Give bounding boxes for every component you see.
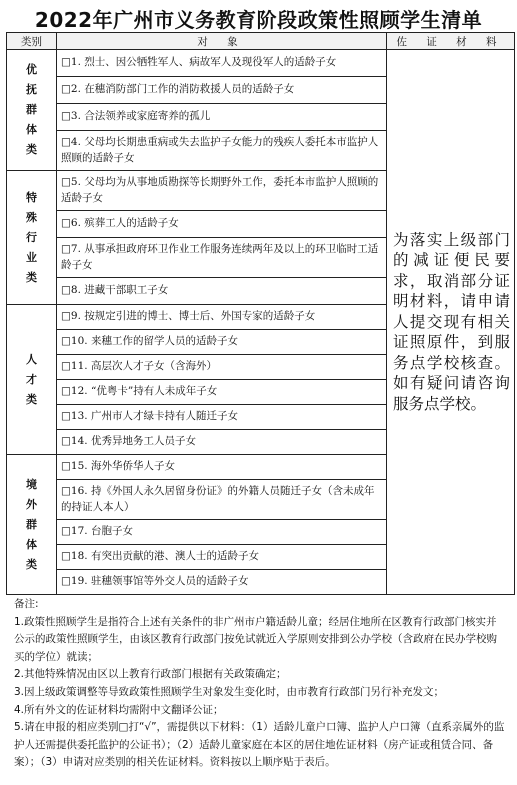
note-line: 4.所有外文的佐证材料均需附中文翻译公证；: [14, 703, 224, 716]
proof-materials-note: 为落实上级部门的减证便民要求，取消部分证明材料，请申请人提交现有相关证照原件，到服务点学校核查。如有疑问请咨询服务点学校。: [387, 50, 515, 595]
list-item[interactable]: □16. 持《外国人永久居留身份证》的外籍人员随迁子女（含未成年的持证人本人）: [57, 480, 387, 520]
note-line: 3.因上级政策调整等导致政策性照顾学生对象发生变化时，由市教育行政部门另行补充发文；: [14, 685, 445, 698]
list-item[interactable]: □7. 从事承担政府环卫作业工作服务连续两年及以上的环卫临时工适龄子女: [57, 238, 387, 278]
list-item[interactable]: □14. 优秀异地务工人员子女: [57, 430, 387, 455]
table-row: [7, 50, 515, 77]
policy-table: [6, 32, 515, 595]
list-item[interactable]: □13. 广州市人才绿卡持有人随迁子女: [57, 405, 387, 430]
header-proof: 佐 证 材 料: [387, 33, 515, 50]
list-item[interactable]: □2. 在穗消防部门工作的消防救援人员的适龄子女: [57, 77, 387, 104]
list-item[interactable]: □15. 海外华侨华人子女: [57, 455, 387, 480]
header-target: 对 象: [57, 33, 387, 50]
table-header-row: [7, 33, 515, 50]
note-line: 2.其他特殊情况由区以上教育行政部门根据有关政策确定；: [14, 668, 287, 681]
list-item[interactable]: □12. “优粤卡”持有人未成年子女: [57, 380, 387, 405]
list-item[interactable]: □9. 按规定引进的博士、博士后、外国专家的适龄子女: [57, 305, 387, 330]
notes-section: [14, 596, 506, 772]
list-item[interactable]: □5. 父母均为从事地质勘探等长期野外工作，委托本市监护人照顾的适龄子女: [57, 171, 387, 211]
header-category: 类别: [7, 33, 57, 50]
list-item[interactable]: □10. 来穗工作的留学人员的适龄子女: [57, 330, 387, 355]
list-item[interactable]: □4. 父母均长期患重病或失去监护子女能力的残疾人委托本市监护人照顾的适龄子女: [57, 131, 387, 171]
list-item[interactable]: □8. 进藏干部职工子女: [57, 278, 387, 305]
list-item[interactable]: □11. 高层次人才子女（含海外）: [57, 355, 387, 380]
list-item[interactable]: □18. 有突出贡献的港、澳人士的适龄子女: [57, 545, 387, 570]
list-item[interactable]: □6. 殡葬工人的适龄子女: [57, 211, 387, 238]
list-item[interactable]: □3. 合法领养或家庭寄养的孤儿: [57, 104, 387, 131]
list-item[interactable]: □19. 驻穗领事馆等外交人员的适龄子女: [57, 570, 387, 595]
list-item[interactable]: □1. 烈士、因公牺牲军人、病故军人及现役军人的适龄子女: [57, 50, 387, 77]
page-title: 2022年广州市义务教育阶段政策性照顾学生清单: [34, 8, 483, 32]
category-rencai: 人 才 类: [7, 305, 57, 455]
category-jingwai: 境 外 群 体 类: [7, 455, 57, 595]
note-line: 5.请在申报的相应类别□打“√”，需提供以下材料：（1）适龄儿童户口簿、监护人户口簿（直系亲属外的监护人还需提供委托监护的公证书）；（2）适龄儿童家庭在本区的居住地佐证材料（房产证或租赁合同、备案）；（3）申请对应类别的相关佐证材料。资料按以上顺序贴于表后。: [14, 721, 505, 769]
category-youfu: 优 抚 群 体 类: [7, 50, 57, 171]
notes-heading: 备注:: [14, 598, 39, 610]
category-teshu: 特 殊 行 业 类: [7, 171, 57, 305]
note-line: 1.政策性照顾学生是指符合上述有关条件的非广州市户籍适龄儿童；经居住地所在区教育行政部门核实并公示的政策性照顾学生，由该区教育行政部门按免试就近入学原则安排到公办学校（含政府在民办学校购买的学位）就读；: [14, 615, 497, 663]
list-item[interactable]: □17. 台胞子女: [57, 520, 387, 545]
